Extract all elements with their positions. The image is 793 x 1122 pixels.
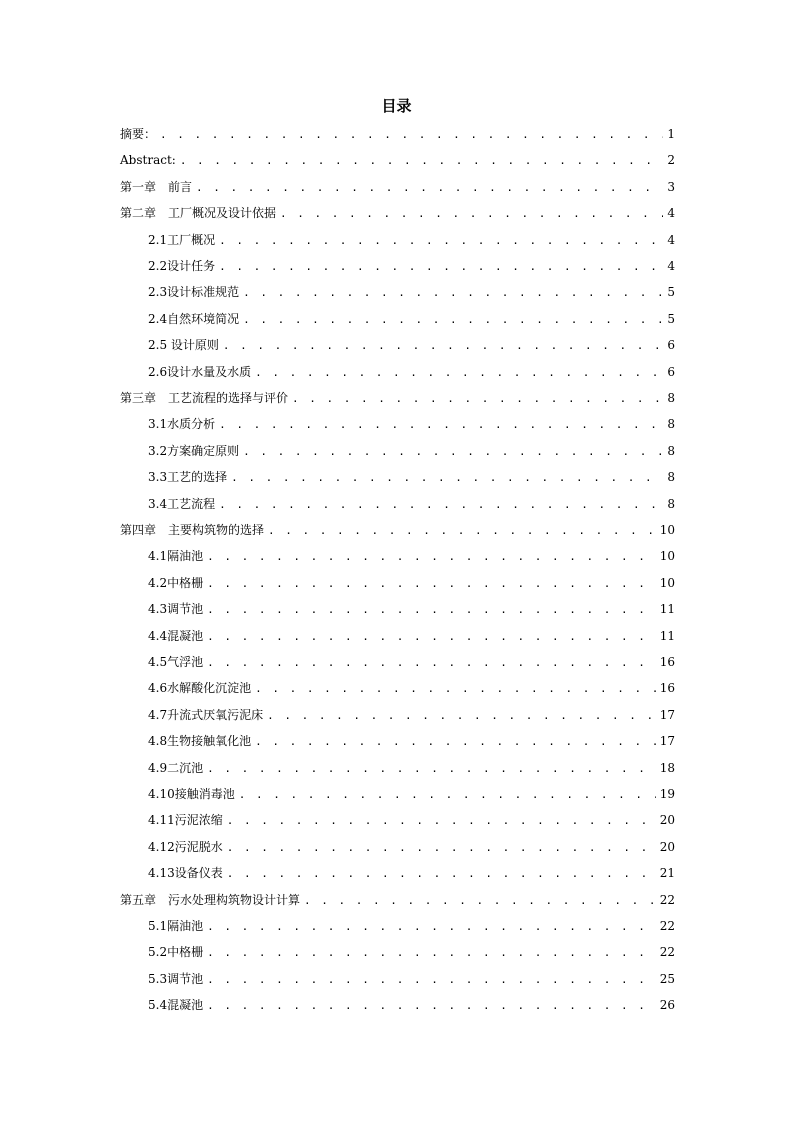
toc-entry[interactable] [148, 359, 675, 385]
toc-entry-page-number: 8 [667, 417, 675, 432]
toc-entry-label: 2.5 设计原则 [148, 338, 219, 353]
toc-leader-dots [196, 175, 663, 201]
toc-leader-dots [160, 122, 663, 148]
toc-entry[interactable] [148, 807, 675, 833]
toc-entry-page-number: 5 [667, 311, 675, 326]
toc-entry[interactable] [148, 702, 675, 728]
toc-entry-label: 4.11污泥浓缩 [148, 813, 223, 828]
toc-entry[interactable] [148, 438, 675, 464]
toc-entry-label: 第一章 前言 [120, 179, 193, 194]
toc-entry-page-number: 6 [667, 338, 675, 353]
toc-entry-label: 2.4自然环境简况 [148, 311, 240, 326]
toc-entry-label: 4.12污泥脱水 [148, 839, 223, 854]
toc-entry-label: 4.13设备仪表 [148, 866, 223, 881]
toc-entry-label: 4.7升流式厌氧污泥床 [148, 707, 264, 722]
toc-entry[interactable] [148, 992, 675, 1018]
toc-entry[interactable] [148, 913, 675, 939]
toc-entry-page-number: 3 [667, 179, 675, 194]
toc-entry-label: Abstract: [120, 153, 176, 168]
toc-entry-page-number: 8 [667, 470, 675, 485]
toc-entry-label: 5.4混凝池 [148, 998, 204, 1013]
toc-entry-label: 2.6设计水量及水质 [148, 364, 252, 379]
toc-entry[interactable] [120, 887, 675, 913]
toc-entry[interactable] [120, 517, 675, 543]
toc-leader-dots [268, 518, 656, 544]
toc-entry-page-number: 20 [659, 813, 675, 828]
toc-entry[interactable] [148, 781, 675, 807]
toc-entry-label: 3.2方案确定原则 [148, 443, 240, 458]
toc-entry-label: 第五章 污水处理构筑物设计计算 [120, 892, 301, 907]
toc-entry[interactable] [148, 411, 675, 437]
toc-entry-page-number: 19 [659, 787, 675, 801]
toc-leader-dots [219, 228, 663, 254]
toc-leader-dots [239, 782, 656, 808]
toc-entry-page-number: 10 [659, 523, 675, 537]
toc-entry-page-number: 16 [659, 681, 675, 696]
toc-entry[interactable] [148, 253, 675, 279]
toc-entry[interactable] [148, 966, 675, 992]
toc-entry-page-number: 22 [659, 945, 675, 960]
toc-entry-page-number: 1 [667, 127, 675, 141]
toc-leader-dots [207, 756, 656, 782]
toc-entry[interactable] [148, 728, 675, 754]
toc-entry[interactable] [148, 834, 675, 860]
toc-entry-label: 4.1隔油池 [148, 549, 204, 564]
toc-leader-dots [231, 465, 663, 491]
toc-leader-dots [207, 597, 656, 623]
toc-entry-label: 摘要： [120, 127, 157, 141]
toc-entry-page-number: 8 [667, 496, 675, 511]
toc-entry[interactable] [148, 464, 675, 490]
toc-leader-dots [207, 650, 656, 676]
toc-entry-page-number: 4 [667, 259, 675, 273]
toc-leader-dots [207, 624, 656, 650]
toc-entry-label: 4.9二沉池 [148, 760, 204, 775]
toc-entry[interactable] [148, 755, 675, 781]
toc-entry[interactable] [148, 596, 675, 622]
toc-entry[interactable] [148, 543, 675, 569]
toc-entry-label: 2.2设计任务 [148, 259, 216, 273]
toc-title: 目录 [381, 97, 412, 115]
toc-leader-dots [243, 439, 663, 465]
toc-entry-page-number: 26 [659, 998, 675, 1013]
toc-entry-page-number: 6 [667, 364, 675, 379]
toc-entry[interactable] [148, 279, 675, 305]
toc-leader-dots [255, 676, 656, 702]
toc-entry-label: 4.10接触消毒池 [148, 787, 235, 801]
toc-leader-dots [255, 729, 656, 755]
toc-entry-page-number: 25 [659, 971, 675, 986]
toc-entry-page-number: 8 [667, 443, 675, 458]
toc-entry[interactable] [148, 675, 675, 701]
toc-entry-page-number: 22 [659, 892, 675, 907]
toc-leader-dots [219, 254, 663, 280]
toc-entry-label: 3.4工艺流程 [148, 496, 216, 511]
toc-entry[interactable] [148, 306, 675, 332]
toc-entry-page-number: 10 [659, 575, 675, 590]
toc-entry-label: 第四章 主要构筑物的选择 [120, 523, 265, 537]
toc-leader-dots [292, 386, 663, 412]
toc-leader-dots [227, 835, 656, 861]
toc-leader-dots [227, 808, 656, 834]
toc-leader-dots [243, 307, 663, 333]
toc-entry-page-number: 11 [659, 628, 675, 643]
toc-leader-dots [267, 703, 656, 729]
toc-entry-label: 5.2中格栅 [148, 945, 204, 960]
toc-entry[interactable] [148, 860, 675, 886]
toc-entry-page-number: 2 [667, 153, 675, 168]
toc-entry-page-number: 17 [659, 734, 675, 749]
toc-entry-label: 2.1工厂概况 [148, 232, 216, 247]
toc-entry[interactable] [148, 623, 675, 649]
toc-entry-label: 3.3工艺的选择 [148, 470, 228, 485]
toc-entry[interactable] [148, 491, 675, 517]
toc-leader-dots [180, 148, 664, 174]
toc-entry-label: 4.6水解酸化沉淀池 [148, 681, 252, 696]
toc-leader-dots [227, 861, 656, 887]
toc-entry-page-number: 17 [659, 707, 675, 722]
toc-leader-dots [207, 544, 656, 570]
toc-entry-page-number: 10 [659, 549, 675, 564]
toc-entry-label: 第二章 工厂概况及设计依据 [120, 206, 277, 221]
toc-entry[interactable] [148, 227, 675, 253]
toc-entry-page-number: 4 [667, 206, 675, 221]
toc-entry-page-number: 5 [667, 285, 675, 300]
toc-leader-dots [207, 993, 656, 1019]
toc-entry-page-number: 22 [659, 919, 675, 933]
toc-entry-label: 5.1隔油池 [148, 919, 204, 933]
toc-entry-label: 4.4混凝池 [148, 628, 204, 643]
toc-entry-label: 3.1水质分析 [148, 417, 216, 432]
toc-leader-dots [219, 412, 663, 438]
toc-entry-page-number: 18 [659, 760, 675, 775]
toc-leader-dots [243, 280, 663, 306]
toc-leader-dots [207, 967, 656, 993]
toc-entry-page-number: 11 [659, 602, 675, 617]
toc-entry[interactable] [120, 174, 675, 200]
toc-leader-dots [207, 571, 656, 597]
toc-entry-label: 5.3调节池 [148, 971, 204, 986]
toc-entry[interactable] [148, 939, 675, 965]
toc-entry-page-number: 16 [659, 655, 675, 669]
toc-entry-label: 第三章 工艺流程的选择与评价 [120, 391, 289, 405]
toc-entry-label: 4.3调节池 [148, 602, 204, 617]
toc-entry[interactable] [120, 200, 675, 226]
toc-entry[interactable] [148, 570, 675, 596]
toc-leader-dots [255, 360, 663, 386]
toc-entry-label: 4.5气浮池 [148, 655, 204, 669]
toc-leader-dots [223, 333, 663, 359]
toc-entry-label: 2.3设计标准规范 [148, 285, 240, 300]
toc-entry-page-number: 20 [659, 839, 675, 854]
toc-entry[interactable] [120, 147, 675, 173]
toc-leader-dots [304, 888, 656, 914]
toc-entry-page-number: 8 [667, 391, 675, 405]
toc-entry[interactable] [120, 385, 675, 411]
toc-leader-dots [207, 914, 656, 940]
toc-entry[interactable] [148, 332, 675, 358]
toc-leader-dots [207, 940, 656, 966]
toc-entry-label: 4.2中格栅 [148, 575, 204, 590]
toc-entry-page-number: 21 [659, 866, 675, 881]
toc-entry[interactable] [120, 121, 675, 147]
toc-leader-dots [219, 492, 663, 518]
toc-leader-dots [280, 201, 663, 227]
toc-entry-label: 4.8生物接触氧化池 [148, 734, 252, 749]
toc-entry[interactable] [148, 649, 675, 675]
toc-entry-page-number: 4 [667, 232, 675, 247]
